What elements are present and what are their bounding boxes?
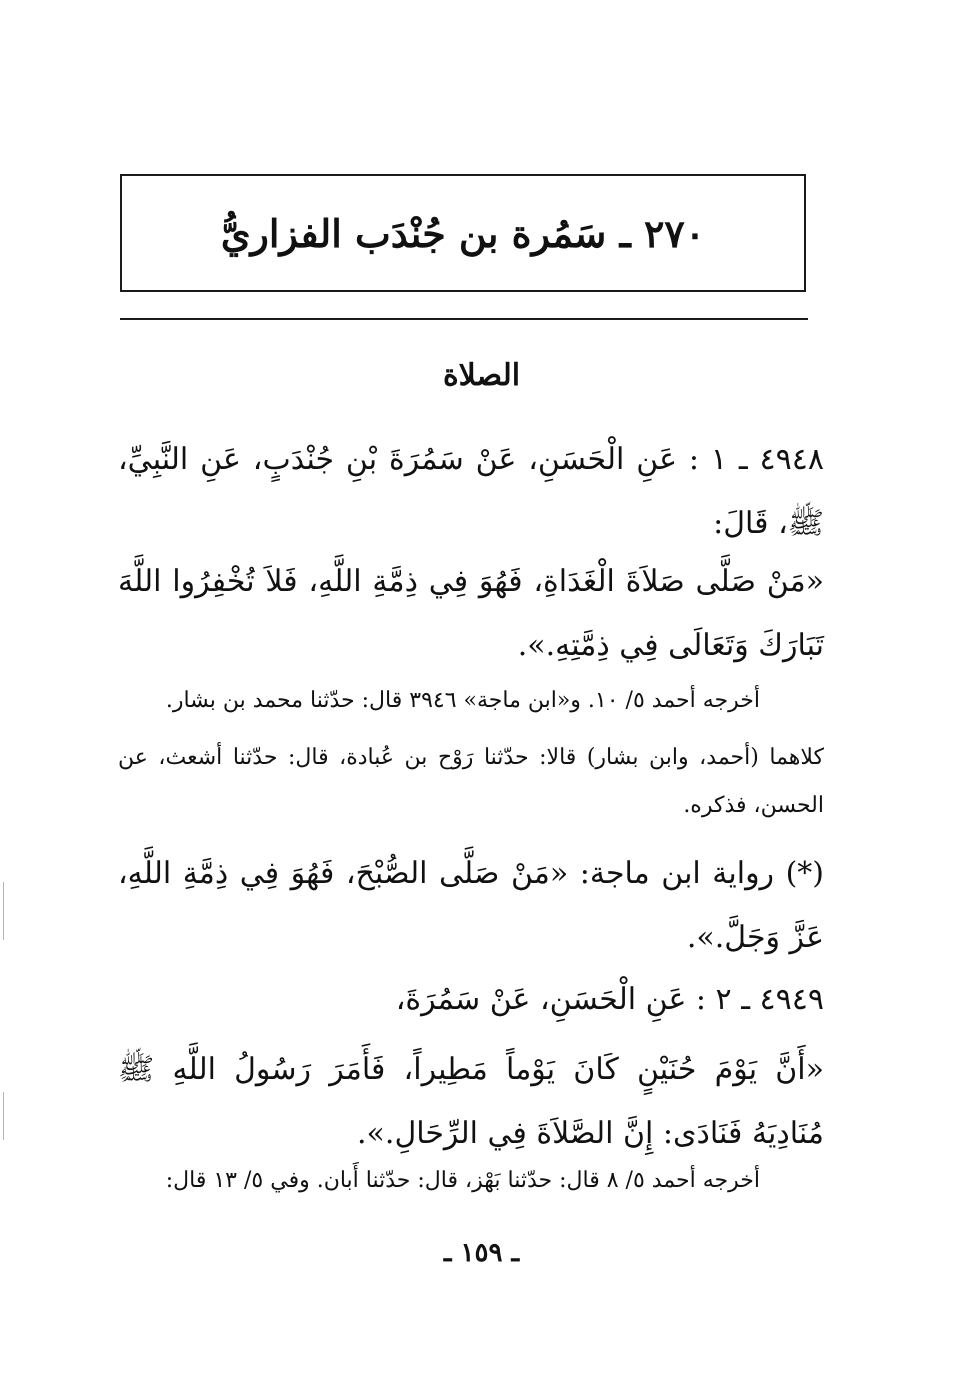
- takhrij-4948-continued: كلاهما (أحمد، وابن بشار) قالا: حدّثنا رَوْح بن عُبادة، قال: حدّثنا أشعث، عن الحسن، فذكره.: [118, 745, 824, 818]
- takhrij-4949: أخرجه أحمد ٥/ ٨ قال: حدّثنا بَهْز، قال: حدّثنا أَبان. وفي ٥/ ١٣ قال:: [165, 1168, 760, 1193]
- scan-margin-mark: [3, 1092, 4, 1140]
- chapter-title: ٢٧٠ ـ سَمُرة بن جُنْدَب الفزاريُّ: [220, 210, 706, 256]
- horizontal-rule: [120, 318, 808, 320]
- hadith-4949-chain: ٤٩٤٩ ـ ٢ : عَنِ الْحَسَنِ، عَنْ سَمُرَةَ،: [395, 982, 824, 1017]
- hadith-4948-chain: ٤٩٤٨ ـ ١ : عَنِ الْحَسَنِ، عَنْ سَمُرَةَ بْنِ جُنْدَبٍ، عَنِ النَّبِيِّ، ﷺ، قَالَ:: [118, 442, 824, 541]
- section-heading: الصلاة: [442, 358, 521, 393]
- hadith-4949-text: «أَنَّ يَوْمَ حُنَيْنٍ كَانَ يَوْماً مَطِيراً، فَأَمَرَ رَسُولُ اللَّهِ ﷺ مُنَادِيَهُ فَنَادَى: إِنَّ الصَّلاَةَ فِي الرِّحَالِ.».: [118, 1052, 824, 1151]
- hadith-4948-text: «مَنْ صَلَّى صَلاَةَ الْغَدَاةِ، فَهُوَ فِي ذِمَّةِ اللَّهِ، فَلاَ تُخْفِرُوا اللَّهَ تَبَارَكَ وَتَعَالَى فِي ذِمَّتِهِ.».: [118, 564, 824, 663]
- scan-margin-mark: [3, 882, 4, 940]
- ibn-majah-note: (*) رواية ابن ماجة: «مَنْ صَلَّى الصُّبْحَ، فَهُوَ فِي ذِمَّةِ اللَّهِ، عَزَّ وَجَلَّ.».: [118, 856, 824, 955]
- chapter-title-box: [120, 174, 806, 292]
- page-number: ـ ١٥٩ ـ: [443, 1238, 520, 1268]
- takhrij-4948: أخرجه أحمد ٥/ ١٠. و«ابن ماجة» ٣٩٤٦ قال: حدّثنا محمد بن بشار.: [165, 688, 760, 713]
